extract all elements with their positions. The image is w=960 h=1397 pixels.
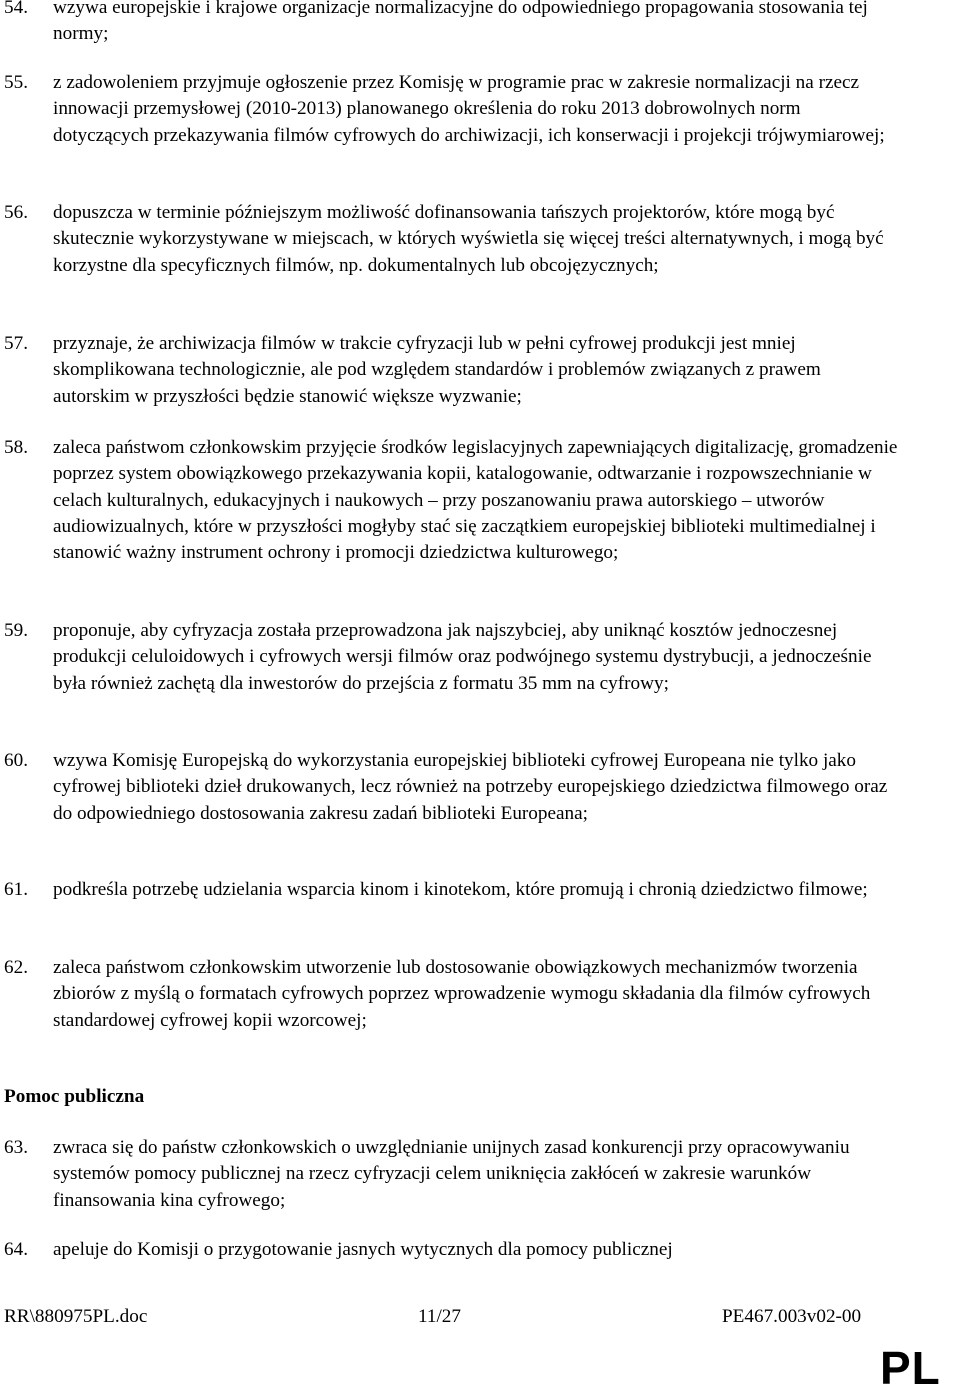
paragraph-text: przyznaje, że archiwizacja filmów w trakcie cyfryzacji lub w pełni cyfrowej produkcji jest mniej skomplikowana technologicznie, ale pod względem standardów i problemów związanych z prawem autorskim w przyszłości będzie stanowić większe wyzwanie; [53, 333, 821, 407]
paragraph-text: zwraca się do państw członkowskich o uwzględnianie unijnych zasad konkurencji przy opracowywaniu systemów pomocy publicznej na rzecz cyfryzacji celem uniknięcia zakłóceń w zakresie warunków finansowania kina cyfrowego; [53, 1137, 850, 1211]
paragraph-64 [0, 1237, 900, 1263]
footer-document-ref: RR\880975PL.doc [4, 1306, 148, 1327]
footer-document-code: PE467.003v02-00 [722, 1306, 862, 1327]
paragraph-text: zaleca państwom członkowskim przyjęcie środków legislacyjnych zapewniających digitalizację, gromadzenie poprzez system obowiązkowego przekazywania kopii, katalogowanie, odtwarzanie i rozpowszechnianie w celach kulturalnych, edukacyjnych i naukowych – przy poszanowaniu prawa autorskiego – utworów audiowizualnych, które w przyszłości mogłyby stać się zaczątkiem europejskiej biblioteki multimedialnej i stanowić ważny instrument ochrony i promocji dziedzictwa kulturowego; [53, 437, 898, 564]
paragraph-number: 60. [4, 750, 28, 771]
paragraph-56 [0, 200, 900, 279]
paragraph-number: 63. [4, 1137, 28, 1158]
paragraph-number: 64. [4, 1239, 28, 1260]
paragraph-60 [0, 748, 900, 827]
paragraph-54 [0, 0, 900, 48]
paragraph-text: apeluje do Komisji o przygotowanie jasnych wytycznych dla pomocy publicznej [53, 1239, 673, 1260]
paragraph-text: dopuszcza w terminie późniejszym możliwość dofinansowania tańszych projektorów, które mogą być skutecznie wykorzystywane w miejscach, w których wyświetla się więcej treści alternatywnych, i mogą być korzystne dla specyficznych filmów, np. dokumentalnych lub obcojęzycznych; [53, 202, 884, 276]
paragraph-text: zaleca państwom członkowskim utworzenie lub dostosowanie obowiązkowych mechanizmów tworzenia zbiorów z myślą o formatach cyfrowych poprzez wprowadzenie wymogu składania dla filmów cyfrowych standardowej cyfrowej kopii wzorcowej; [53, 957, 871, 1031]
paragraph-number: 62. [4, 957, 28, 978]
paragraph-57 [0, 331, 900, 410]
paragraph-text: proponuje, aby cyfryzacja została przeprowadzona jak najszybciej, aby uniknąć kosztów jednoczesnej produkcji celuloidowych i cyfrowych wersji filmów oraz podwójnego systemu dystrybucji, a jednocześnie była również zachętą dla inwestorów do przejścia z formatu 35 mm na cyfrowy; [53, 620, 872, 694]
paragraph-number: 57. [4, 333, 28, 354]
paragraph-text: wzywa europejskie i krajowe organizacje normalizacyjne do odpowiedniego propagowania stosowania tej normy; [53, 0, 868, 45]
paragraph-55 [0, 70, 900, 149]
paragraph-text: podkreśla potrzebę udzielania wsparcia kinom i kinotekom, które promują i chronią dziedzictwo filmowe; [53, 879, 868, 900]
paragraph-text: wzywa Komisję Europejską do wykorzystania europejskiej biblioteki cyfrowej Europeana nie tylko jako cyfrowej biblioteki dzieł drukowanych, lecz również na potrzeby europejskiego dziedzictwa filmowego oraz do odpowiedniego dostosowania zakresu zadań biblioteki Europeana; [53, 750, 888, 824]
paragraph-number: 59. [4, 620, 28, 641]
paragraph-number: 56. [4, 202, 28, 223]
paragraph-61 [0, 877, 900, 903]
section-heading: Pomoc publiczna [4, 1086, 145, 1107]
paragraph-62 [0, 955, 900, 1034]
paragraph-59 [0, 618, 900, 697]
paragraph-text: z zadowoleniem przyjmuje ogłoszenie przez Komisję w programie prac w zakresie normalizacji na rzecz innowacji przemysłowej (2010-2013) planowanego określenia do roku 2013 dobrowolnych norm dotyczących przekazywania filmów cyfrowych do archiwizacji, ich konserwacji i projekcji trójwymiarowej; [53, 72, 885, 146]
paragraph-number: 58. [4, 437, 28, 458]
footer-page-number: 11/27 [418, 1306, 461, 1327]
language-mark: PL [880, 1342, 941, 1394]
paragraph-58 [0, 435, 900, 566]
paragraph-63 [0, 1135, 900, 1214]
paragraph-number: 61. [4, 879, 28, 900]
paragraph-number: 54. [4, 0, 28, 18]
paragraph-number: 55. [4, 72, 28, 93]
